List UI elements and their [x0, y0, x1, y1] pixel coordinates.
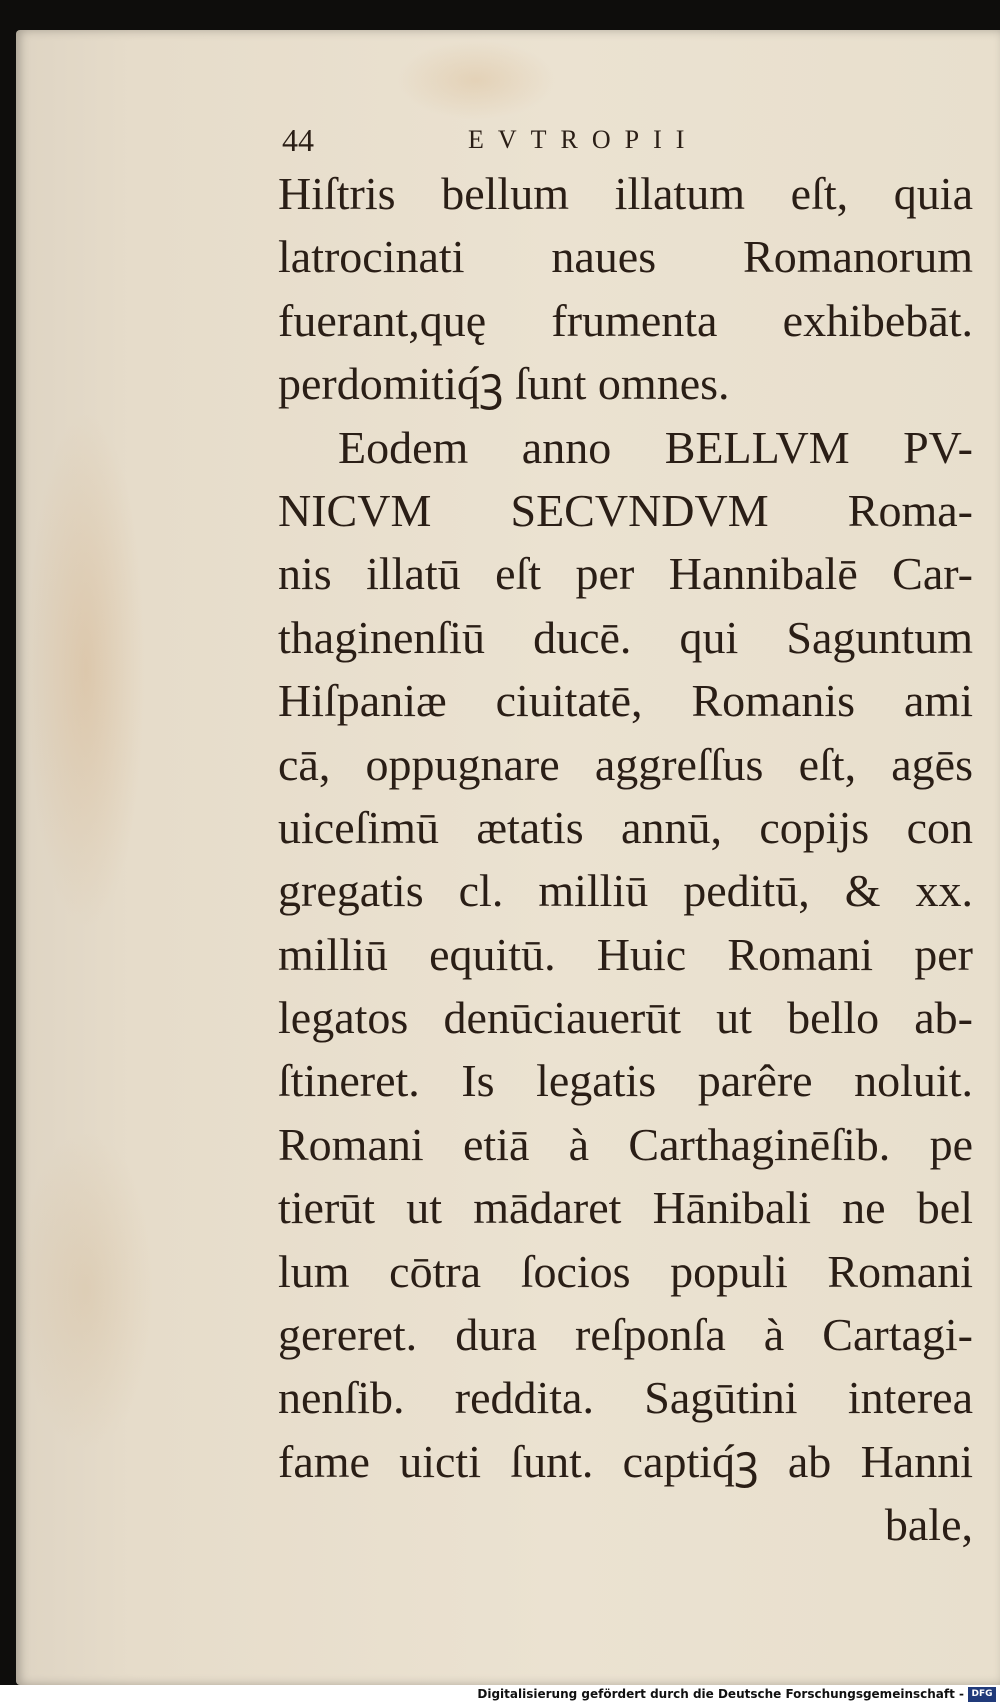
foxing-stain	[16, 1130, 156, 1450]
page-header	[282, 120, 982, 160]
text-line: milliū equitū. Huic Romani per	[278, 928, 973, 980]
text-line: Hiſtris bellum illatum eſt, quia	[278, 168, 973, 219]
text-line: latrocinati naues Romanorum	[278, 231, 973, 283]
text-line: gregatis cl. milliū peditū, & xx.	[278, 865, 973, 917]
text-line: perdomitiq́ꝫ ſunt omnes.	[278, 358, 730, 410]
running-head: EVTROPII	[468, 125, 699, 154]
text-line: legatos denūciauerūt ut bello ab-	[278, 992, 973, 1044]
foxing-stain	[26, 410, 146, 930]
text-line: gereret. dura reſponſa à Cartagi-	[278, 1309, 973, 1361]
catchword: bale,	[884, 1499, 973, 1551]
text-line: nis illatū eſt per Hannibalē Car-	[278, 548, 973, 600]
text-line: ſtineret. Is legatis parêre noluit.	[278, 1055, 973, 1107]
text-line: nenſib. reddita. Sagūtini interea	[278, 1372, 973, 1424]
text-line: thaginenſiū ducē. qui Saguntum	[278, 611, 973, 663]
foxing-stain	[396, 40, 556, 120]
text-line: lum cōtra ſocios populi Romani	[278, 1245, 973, 1297]
text-line: fame uicti ſunt. captiq́ꝫ ab Hanni	[278, 1435, 973, 1487]
text-line: tierūt ut mādaret Hānibali ne bel	[278, 1182, 973, 1234]
text-line: Eodem anno BELLVM PV-	[338, 421, 973, 473]
footer-bar	[0, 1685, 1000, 1704]
text-line: Hiſpaniæ ciuitatē, Romanis ami	[278, 675, 973, 727]
text-line: cā, oppugnare aggreſſus eſt, agēs	[278, 738, 973, 790]
page-number: 44	[282, 122, 314, 158]
text-line: NICVM SECVNDVM Roma-	[278, 484, 973, 536]
funding-credit: Digitalisierung gefördert durch die Deutsche Forschungsgemeinschaft -	[477, 1687, 964, 1701]
text-line: uiceſimū ætatis annū, copijs con	[278, 801, 973, 853]
dfg-logo: DFG	[968, 1687, 996, 1702]
text-line: fuerant,quę frumenta exhibebāt.	[278, 294, 973, 346]
text-line: Romani etiā à Carthaginēſib. pe	[278, 1118, 973, 1170]
text-block	[278, 162, 973, 1557]
